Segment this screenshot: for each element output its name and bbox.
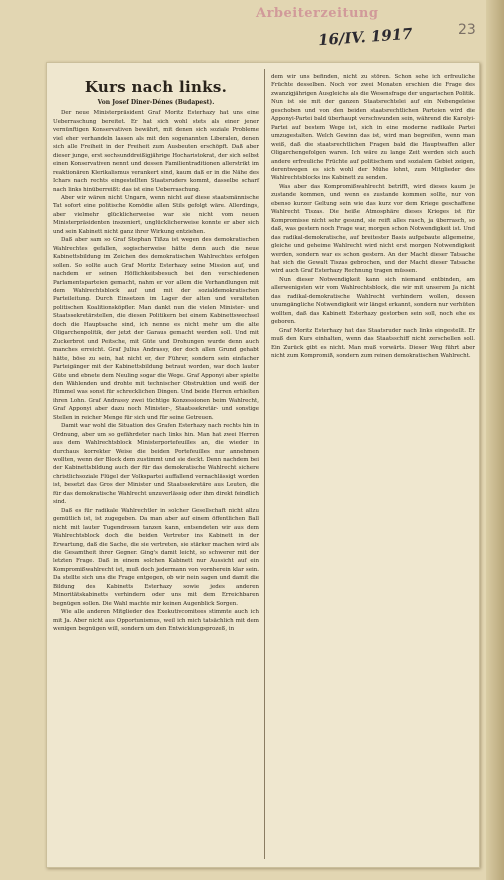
article-title: Kurs nach links. xyxy=(84,78,228,96)
paragraph: Graf Moritz Esterhazy hat das Staatsruder nach links eingestellt. Er muß den Kurs einhalten, wenn das Staatsschiff nicht zerschellen soll. Ein Zurück gibt es nicht. Man muß vorwärts. Dieser Weg führt aber nicht zum Kompromiß, sondern zum reinen demokratischen Wahlrecht. xyxy=(271,327,475,359)
handwritten-date: 16/IV. 1917 xyxy=(317,24,414,50)
column-divider xyxy=(264,69,265,859)
paragraph: Wie alle anderen Mitglieder des Exekutivcomitees stimmte auch ich mit Ja. Aber nicht aus Opportunismus, weil ich mich tatsächlich mit dem wenigen begnügen will, sondern um den Entwicklungsprozeß, in xyxy=(53,609,259,633)
paragraph: Nun dieser Notwendigkeit kann sich niemand entbinden, am allerwenigsten wir vom Wahlrechtsblock, die wir mit unserem Ja nicht das radikal-demokratische Wahlrecht verhindern wollen, dessen unumgängliche Notwendigkeit wir längst erkannt, sondern nur verhüten wollten, daß das Kabinett Esterhazy gestorben sein soll, noch ehe es geboren. xyxy=(271,276,475,326)
page-number: 23 xyxy=(458,22,476,38)
paragraph: Der neue Ministerpräsident Graf Moritz Esterhazy hat uns eine Ueberraschung bereitet. Er hat sich wohl stets als einer jener vernünftigen Konservativen bewährt, mit denen sich soziale Probleme viel eher verhandeln lassen als mit den sogenannten Liberalen, denen sich alle Freiheit in der Freiheit zum Ausbeuten erschöpft. Daß aber dieser junge, erst sechsunddreißigjährige Hocharistokrat, der sich selbst einen Konservativen nennt und dessen Familientraditionen allerstrikt im reaktionären Klerikalismus verankert sind, kaum daß er in die Nähe des Ichars nach rechts eingestellten Staatsruders kommt, dasselbe scharf nach links hinüberreißt: das ist eine Ueberraschung. xyxy=(53,110,259,193)
article-column-left xyxy=(53,73,259,634)
paragraph: Was aber das Kompromißwahlrecht betrifft, wird dieses kaum je zustande kommen, und wenn es zustande kommen sollte, nur von ebenso kurzer Geltung sein wie das kurz vor dem Kriege geschaffene Wahlrecht Tiszas. Die heiße Atmosphäre dieses Krieges ist für Kompromisse nicht sehr gesund, sie reift alles rasch, ja überrasch, so daß, was gestern noch Frage war, morgen schon Notwendigkeit ist. Und das radikal-demokratische, auf breitester Basis aufgebaute allgemeine, gleiche und geheime Wahlrecht wird nicht erst morgen Notwendigkeit werden, sondern war es schon gestern. An der Macht dieser Tatsache hat sich die Gewalt Tiszas gebrochen, und der Macht dieser Tatsache wird auch Graf Esterhazy Rechnung tragen müssen. xyxy=(271,183,475,275)
newspaper-clipping xyxy=(46,62,480,868)
paragraph: Daß aber sam so Graf Stephan Tißza ist wegen des demokratischen Wahlrechtes gefallen, sogischerweise hätte denn auch die neue Kabinettsbildung im Zeichen des demokratischen Wahlrechtes erfolgen sollen. So sollte auch Graf Moritz Esterhazy seine Mission auf, und nachdem er seinen Höflichkeitsbesuch bei den verschiedenen Parlamentsparteien gemacht, nahm er vor allem die Verhandlungen mit dem Wahlrechtsblock auf und mit der sozialdemokratischen Parteileitung. Durch Einsetzen im Lager der alten und veralteten politischen Koalitionsköpfler. Man dankt nun die vielen Minister- und Staatssekretärstellen, die diesen Politikern bei einem Kabinettswechsel doch die Hauptsache sind, ich nenne es nicht mehr um die alte Oligarchenpolitik, der jetzt der Garaus gemacht werden soll. Und mit Zuckerbrot und Peitsche, mit Güte und Drohungen wurde denn auch manches erreicht. Graf Julius Andrassy, der doch allen Grund gehabt hätte, böse zu sein, hat nicht er, der Führer, sondern sein einfacher Parteigänger mit der Kabinettsbildung betraut worden, war doch lauter Güte und ebnete dem Neuling sogar die Wege. Graf Apponyi aber spielte den Wählenden und drohte mit technischer Obstruktion und weiß der Himmel was sonst für schrecklichen Dingen. Und beide Herren erhielten ihren Lohn. Graf Andrassy zwei tüchtige Konzessionen beim Wahlrecht, Graf Apponyi aber dazu noch Minister-, Staatssekretär- und sonstige Stellen in reicher Menge für sich und für seine Getreuen. xyxy=(53,237,259,421)
newspaper-masthead: Arbeiterzeitung xyxy=(256,6,379,21)
paragraph: dem wir uns befinden, nicht zu stören. Schon sehe ich erfreuliche Früchte desselben. Noch vor zwei Monaten erschien die Frage des zwanzigjährigen Ausgleichs als die Wesensfrage der ungarischen Politik. Nun ist sie mit der ganzen Staatsrechtelei auf ein Nebengeleise geschoben und von den beiden staatsrechtlichen Parteien wird die Apponyi-Partei bald überhaupt verschwunden sein, während die Karolyi-Partei auf bestem Wege ist, sich in eine moderne radikale Partei umzugestalten. Welch Gewinn das ist, wird man begreifen, wenn man weiß, daß die staatsrechtlichen Fragen bald die Hauptwaffen aller Oligarchengefolgen waren. Ich wäre zu lange Zeit werden sich auch andere erfreuliche Früchte auf politischem und sozialem Gebiet zeigen, derentwegen es sich wohl der Mühe lohnt, zum Mitglieder des Wahlrechtsblocks ins Kabinett zu senden. xyxy=(271,74,475,182)
article-column-right xyxy=(271,73,475,360)
paragraph: Daß es für radikale Wahlrechtler in solcher Gesellschaft nicht allzu gemütlich ist, ist zugegeben. Da man aber auf einem öffentlichen Ball nicht mit lauter Tugendrosen tanzen kann, entsendeten wir aus dem Wahlrechtsblock doch die beiden Vertreter ins Kabinett in der Erwartung, daß die Sache, die sie vertreten, sie stärker machen wird als die Gesamtheit ihrer Gegner. Ging's damit leicht, so schwerer mit der letzten Frage. Daß in einem solchen Kabinett nur Aussicht auf ein Kompromißwahlrecht ist, muß doch jedermann von vornherein klar sein. Da stellte sich uns die Frage entgegen, ob wir nein sagen und damit die Bildung des Kabinetts Esterhazy sowie jedes anderen Minoritätskabinetts verhindern oder uns mit dem Erreichbaren begnügen sollen. Die Wahl machte mir keinen Augenblick Sorgen. xyxy=(53,507,259,607)
page-edge-shadow xyxy=(486,0,504,880)
article-byline: Von Josef Diner-Dénes (Budapest). xyxy=(97,99,215,106)
paragraph: Aber wir wären nicht Ungarn, wenn nicht auf diese staatsmännische Tat sofort eine politische Komödie allen Stils gefolgt wäre. Allerdings, aber vielmehr glücklicherweise war sie nicht vom neuen Ministerpräsidenten inszeniert, unglücklicherweise konnte er aber sich und sein Kabinett nicht ganz ihrer Wirkung entziehen. xyxy=(53,194,259,235)
paragraph: Damit war wohl die Situation des Grafen Esterhazy nach rechts hin in Ordnung, aber um so gefährdeter nach links hin. Man hat zwei Herren aus dem Wahlrechtsblock Ministerportefeuilles an, die wieder in durchaus korrekter Weise die beiden Portefeuilles nur annehmen wollten, wenn der Block dem zustimmt und sie deckt. Denn nachdem bei der Kabinettsbildung auch der für das demokratische Wahlrecht sichere christlichsoziale Flügel der Volkspartei auffallend vernachlässigt worden ist, besetzt das Gros der Minister und Staatssekretäre aus Leuten, die für das demokratische Wahlrecht unzuverlässig oder ihm direkt feindlich sind. xyxy=(53,423,259,506)
